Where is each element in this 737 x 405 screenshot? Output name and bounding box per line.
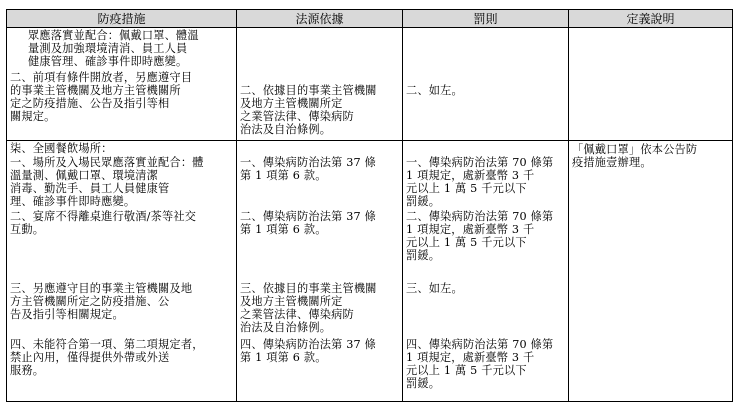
penalty-cell (403, 28, 569, 141)
definition-cell (569, 140, 733, 402)
measure-item-1: 一、場所及入場民眾應落實並配合：體 溫量測、佩戴口罩、環境清潔 消毒、勤洗手、員工人員健康管 理、確診事件即時應變。 (10, 155, 204, 208)
legal-item-1: 一、傳染病防治法第 37 條 第 1 項第 6 款。 (240, 155, 377, 182)
header-definition: 定義說明 (569, 10, 733, 28)
penalty-item-1: 一、傳染病防治法第 70 條第 1 項規定，處新臺幣 3 千 元以上 1 萬 5 千元以下 罰鍰。 (406, 155, 554, 208)
measure-continued: 眾應落實並配合：佩戴口罩、體溫 量測及加強環境清消、員工人員 健康管理、確診事件即時應變。 (28, 29, 199, 69)
penalty-item-4: 四、傳染病防治法第 70 條第 1 項規定，處新臺幣 3 千 元以上 1 萬 5 千元以下 罰鍰。 (406, 337, 554, 390)
legal-basis-cell (237, 140, 403, 402)
legal-item-3: 三、依據目的事業主管機關 及地方主管機關所定 之業管法律、傳染病防 治法及自治條例。 (240, 281, 377, 334)
measures-cell (7, 140, 237, 402)
penalty-item-2: 二、如左。 (406, 84, 463, 97)
measure-item-2: 二、前項有條件開放者，另應遵守目 的事業主管機關及地方主管機關所 定之防疫措施、公告及指引等相 關規定。 (10, 71, 193, 124)
measure-item-4: 四、未能符合第一項、第二項規定者， 禁止內用，僅得提供外帶或外送 服務。 (10, 337, 204, 377)
section-title: 柒、全國餐飲場所： (10, 141, 113, 155)
measure-item-3: 三、另應遵守目的事業主管機關及地 方主管機關所定之防疫措施、公 告及指引等相關規定。 (10, 281, 193, 321)
penalty-item-2: 二、傳染病防治法第 70 條第 1 項規定，處新臺幣 3 千 元以上 1 萬 5 千元以下 罰鍰。 (406, 209, 554, 262)
legal-basis-cell (237, 28, 403, 141)
measures-cell (7, 28, 237, 141)
table-row (7, 28, 733, 141)
header-measures: 防疫措施 (7, 10, 237, 28)
table-row (7, 140, 733, 402)
definition-text: 「佩戴口罩」依本公告防 疫措施壹辦理。 (572, 142, 698, 169)
header-penalty: 罰則 (403, 10, 569, 28)
header-row (7, 10, 733, 28)
legal-item-4: 四、傳染病防治法第 37 條 第 1 項第 6 款。 (240, 337, 377, 364)
regulation-table (6, 9, 733, 402)
legal-item-2: 二、傳染病防治法第 37 條 第 1 項第 6 款。 (240, 209, 377, 236)
penalty-cell (403, 140, 569, 402)
penalty-item-3: 三、如左。 (406, 281, 463, 295)
header-legal-basis: 法源依據 (237, 10, 403, 28)
legal-item-2: 二、依據目的事業主管機關 及地方主管機關所定 之業管法律、傳染病防 治法及自治條例。 (240, 84, 377, 137)
definition-cell (569, 28, 733, 141)
measure-item-2: 二、宴席不得離桌進行敬酒/茶等社交 互動。 (10, 209, 197, 236)
